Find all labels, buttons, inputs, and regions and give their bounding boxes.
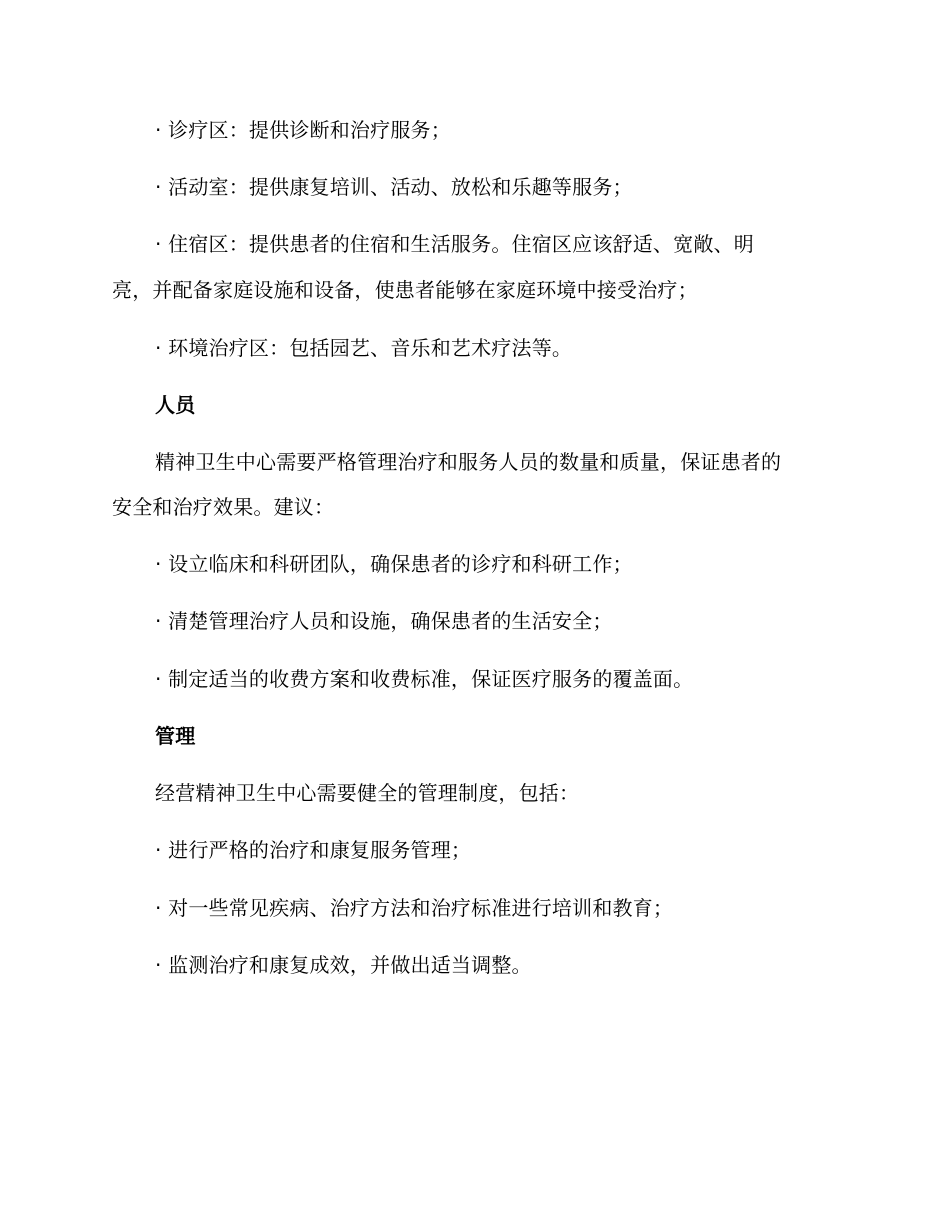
management-item-service: · 进行严格的治疗和康复服务管理； (155, 838, 472, 862)
facility-item-residence: · 住宿区：提供患者的住宿和生活服务。住宿区应该舒适、宽敞、明 (155, 232, 754, 256)
management-item-monitoring: · 监测治疗和康复成效，并做出适当调整。 (155, 953, 532, 977)
personnel-intro-line-1: 精神卫生中心需要严格管理治疗和服务人员的数量和质量，保证患者的 (155, 450, 782, 474)
section-heading-personnel: 人员 (155, 393, 196, 417)
personnel-item-staff-management: · 清楚管理治疗人员和设施，确保患者的生活安全； (155, 609, 613, 633)
personnel-item-fees: · 制定适当的收费方案和收费标准，保证医疗服务的覆盖面。 (155, 667, 694, 691)
management-intro: 经营精神卫生中心需要健全的管理制度，包括： (155, 781, 580, 805)
personnel-item-team: · 设立临床和科研团队，确保患者的诊疗和科研工作； (155, 552, 633, 576)
section-heading-management: 管理 (155, 724, 196, 748)
facility-item-residence-continued: 亮，并配备家庭设施和设备，使患者能够在家庭环境中接受治疗； (112, 278, 698, 302)
management-item-training: · 对一些常见疾病、治疗方法和治疗标准进行培训和教育； (155, 896, 674, 920)
facility-item-clinic: · 诊疗区：提供诊断和治疗服务； (155, 118, 451, 142)
facility-item-activity-room: · 活动室：提供康复培训、活动、放松和乐趣等服务； (155, 175, 633, 199)
personnel-intro-line-2: 安全和治疗效果。建议： (112, 495, 335, 519)
facility-item-environment-therapy: · 环境治疗区：包括园艺、音乐和艺术疗法等。 (155, 336, 573, 360)
